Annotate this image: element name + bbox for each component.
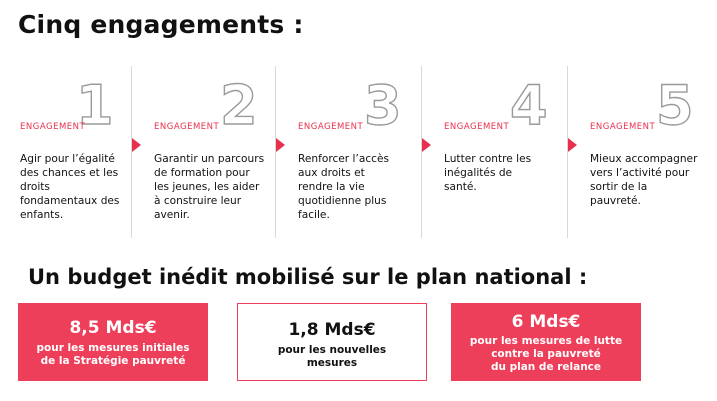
- budget-text: pour les mesures initiales de la Stratégie pauvreté: [36, 342, 190, 367]
- budget-text: pour les nouvelles mesures: [277, 344, 387, 369]
- divider: [421, 66, 422, 238]
- budget-amount: 8,5 Mds€: [69, 318, 157, 338]
- engagement-label: ENGAGEMENT: [444, 122, 510, 132]
- chevron-right-icon: [422, 138, 431, 152]
- chevron-right-icon: [276, 138, 285, 152]
- engagement-text: Renforcer l’accès aux droits et rendre la vie quotidienne plus facile.: [298, 153, 390, 221]
- budget-amount: 1,8 Mds€: [288, 320, 376, 340]
- engagement-number: 4: [510, 74, 548, 137]
- engagement-5: [570, 64, 716, 240]
- divider: [275, 66, 276, 238]
- engagement-label: ENGAGEMENT: [298, 122, 364, 132]
- chevron-right-icon: [568, 138, 577, 152]
- engagement-text: Mieux accompagner vers l’activité pour sortir de la pauvreté.: [590, 153, 698, 207]
- engagement-text: Garantir un parcours de formation pour les jeunes, les aider à construire leur avenir.: [154, 153, 265, 221]
- engagement-1: [0, 64, 130, 240]
- engagement-label: ENGAGEMENT: [590, 122, 656, 132]
- budget-text: pour les mesures de lutte contre la pauvreté du plan de relance: [469, 335, 623, 373]
- budget-amount: 6 Mds€: [511, 312, 581, 332]
- engagement-text: Lutter contre les inégalités de santé.: [444, 153, 532, 193]
- budget-box-relance: [451, 303, 641, 381]
- engagement-4: [424, 64, 564, 240]
- engagement-label: ENGAGEMENT: [20, 122, 86, 132]
- divider: [131, 66, 132, 238]
- engagement-number: 2: [220, 74, 258, 137]
- engagement-text: Agir pour l’égalité des chances et les droits fondamentaux des enfants.: [20, 153, 120, 221]
- engagement-number: 3: [364, 74, 402, 137]
- budget-title: Un budget inédit mobilisé sur le plan national :: [28, 265, 588, 289]
- chevron-right-icon: [132, 138, 141, 152]
- divider: [567, 66, 568, 238]
- budget-box-initial: [18, 303, 208, 381]
- engagement-label: ENGAGEMENT: [154, 122, 220, 132]
- engagement-3: [278, 64, 418, 240]
- engagement-2: [134, 64, 274, 240]
- engagement-number: 5: [656, 74, 694, 137]
- engagement-number: 1: [76, 74, 114, 137]
- engagements-row: [0, 64, 717, 240]
- budget-box-new: [237, 303, 427, 381]
- page-title: Cinq engagements :: [18, 10, 304, 39]
